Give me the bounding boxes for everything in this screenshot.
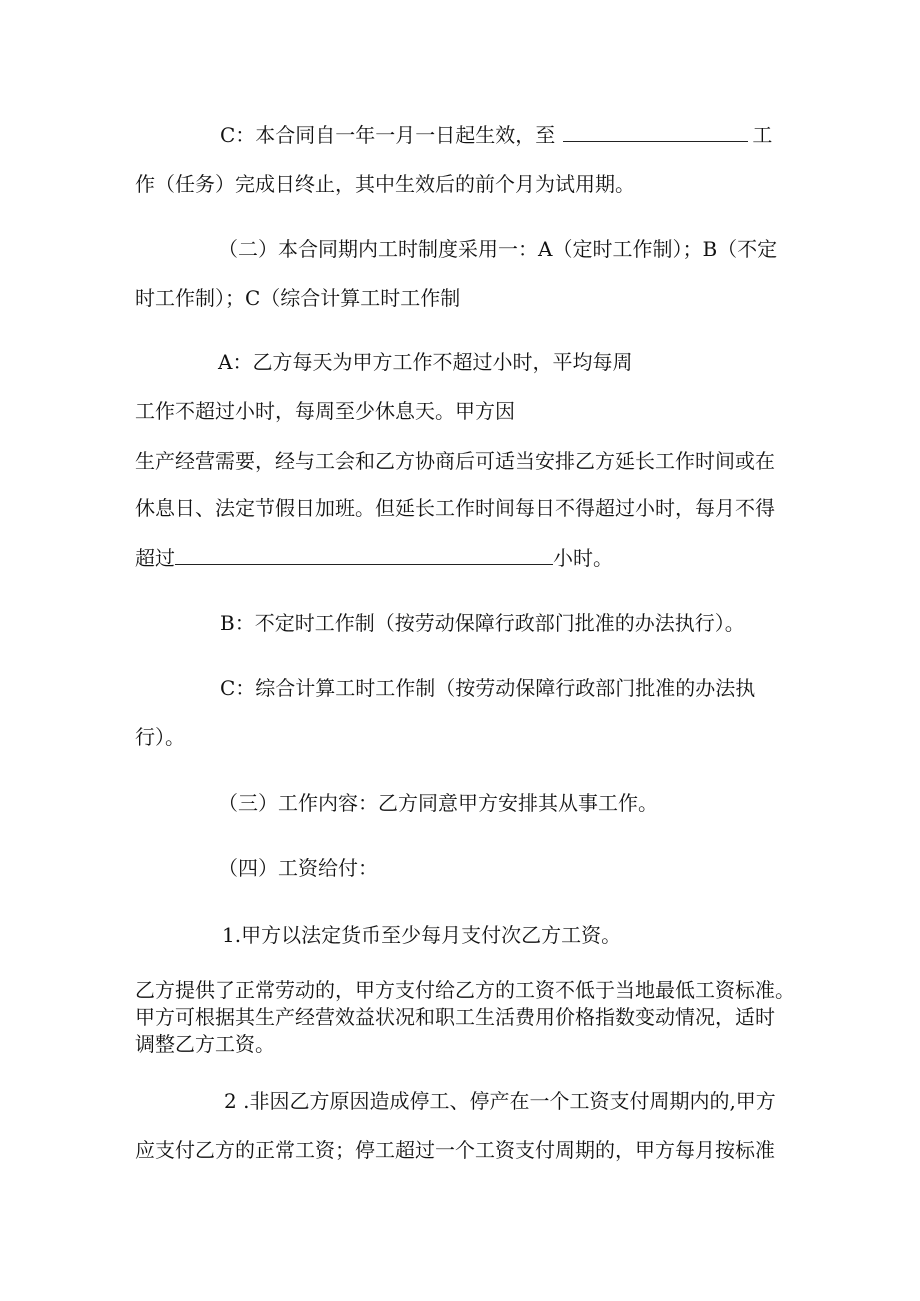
text-line: 乙方提供了正常劳动的，甲方支付给乙方的工资不低于当地最低工资标准。: [135, 978, 795, 1002]
text-line: B：不定时工作制（按劳动保障行政部门批准的办法执行）。: [220, 611, 745, 635]
text-line: 超过: [135, 546, 175, 570]
text-line: 休息日、法定节假日加班。但延长工作时间每日不得超过小时，每月不得: [135, 496, 775, 520]
text-line: 工作不超过小时，每周至少休息天。甲方因: [135, 399, 515, 423]
text-line: 甲方可根据其生产经营效益状况和职工生活费用价格指数变动情况，适时: [135, 1005, 775, 1029]
text-line: 2 .非因乙方原因造成停工、停产在一个工资支付周期内的,甲方: [224, 1089, 776, 1113]
fill-blank-end-date: [563, 123, 748, 142]
text-line: C：综合计算工时工作制（按劳动保障行政部门批准的办法执: [220, 676, 756, 700]
text-line: 时工作制）；C（综合计算工时工作制: [135, 286, 461, 310]
section-3-heading: （三）工作内容：乙方同意甲方安排其从事工作。: [218, 791, 658, 815]
text-line: A：乙方每天为甲方工作不超过小时，平均每周: [218, 350, 633, 374]
text-line: 行）。: [135, 725, 185, 749]
section-4-heading: （四）工资给付：: [218, 856, 378, 880]
section-2-heading: （二）本合同期内工时制度采用一：A（定时工作制）；B（不定: [218, 237, 778, 261]
clause-c-effective-date: [220, 123, 772, 147]
text-line: 1.甲方以法定货币至少每月支付次乙方工资。: [222, 923, 622, 947]
text-line: 小时。: [553, 546, 613, 570]
overtime-limit-line: [135, 546, 613, 570]
text-line: 应支付乙方的正常工资；停工超过一个工资支付周期的，甲方每月按标准: [135, 1138, 775, 1162]
text-line: 工: [752, 123, 773, 147]
text-line: 作（任务）完成日终止，其中生效后的前个月为试用期。: [135, 172, 635, 196]
fill-blank-hours: [175, 546, 553, 565]
text-line: C：本合同自一年一月一日起生效，至: [220, 123, 556, 147]
text-line: 调整乙方工资。: [135, 1032, 275, 1056]
text-line: 生产经营需要，经与工会和乙方协商后可适当安排乙方延长工作时间或在: [135, 449, 775, 473]
